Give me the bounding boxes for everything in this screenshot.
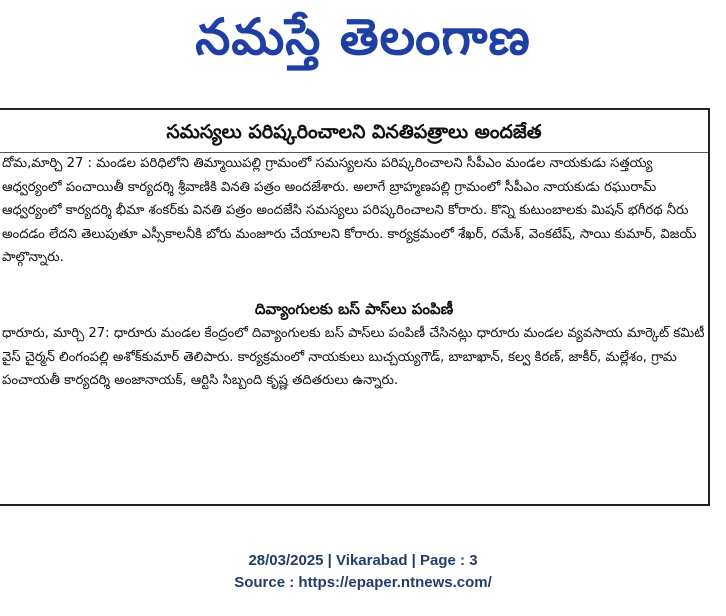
footer-source-link[interactable]: Source : https://epaper.ntnews.com/: [234, 574, 492, 591]
article-2-body: ధారూరు, మార్చి 27: ధారూరు మండల కేంద్రంలో దివ్యాంగులకు బస్ పాస్‌లు పంపిణీ చేసినట్లు ధారూరు మండల వ్యవసాయ మార్కెట్ కమిటీ వైస్ చైర్మన్ లింగంపల్లి అశోక్‌కుమార్ తెలిపారు. కార్యక్రమంలో నాయకులు బుచ్చయ్యగౌడ్, బాబాఖాన్, కల్వ కిరణ్, జాకీర్, మల్లేశం, గ్రామ పంచాయతీ కార్యదర్శి అంజానాయక్, ఆర్టిసి సిబ్బంది కృష్ణ తదితరులు ఉన్నారు.: [2, 326, 705, 388]
source-footer: [0, 550, 726, 594]
newspaper-logo: నమస్తే తెలంగాణ: [195, 8, 531, 66]
news-clipping: [0, 108, 710, 506]
article-1-headline: సమస్యలు పరిష్కరించాలని వినతిపత్రాలు అందజేత: [166, 121, 542, 143]
footer-date-edition: 28/03/2025 | Vikarabad | Page : 3: [248, 552, 478, 569]
article-2-headline: దివ్యాంగులకు బస్ పాస్‌లు పంపిణీ: [254, 300, 454, 318]
article-1-body: దోమ,మార్చి 27 : మండల పరిధిలోని తిమ్మాయిపల్లి గ్రామంలో సమస్యలను పరిష్కరించాలని సీపీఎం మండల నాయకుడు సత్తయ్య ఆధ్వర్యంలో పంచాయితీ కార్యదర్శి శ్రీవాణికి వినతి పత్రం అందజేశారు. అలాగే బ్రాహ్మణపల్లి గ్రామంలో సీపీఎం నాయకుడు రఘురామ్ ఆధ్వర్యంలో కార్యదర్శి భీమా శంకర్‌కు వినతి పత్రం అందజేసి సమస్యలు పరిష్కరించాలని కోరారు. కొన్ని కుటుంబాలకు మిషన్ భగీరథ నీరు అందడం లేదని తెలుపుతూ ఎస్సీకాలనీకి బోరు మంజూరు చేయాలని కోరారు. కార్యక్రమంలో శేఖర్, రమేశ్, వెంకటేష్, సాయి కుమార్, విజయ్ పాల్గొన్నారు.: [2, 156, 697, 265]
masthead: [0, 0, 726, 74]
